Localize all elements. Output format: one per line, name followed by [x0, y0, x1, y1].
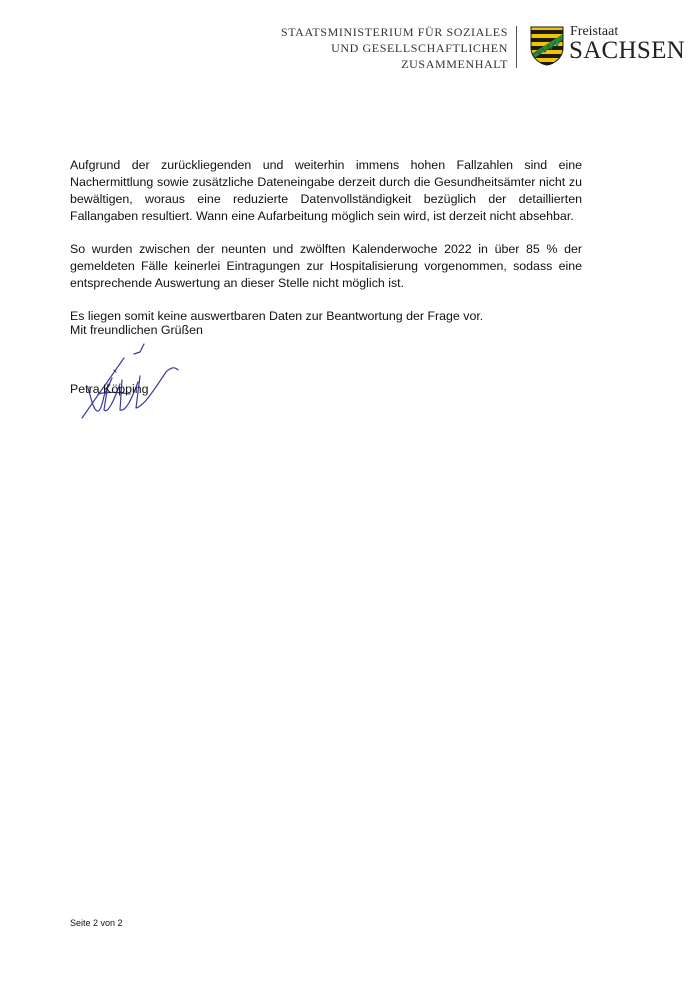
ministry-name — [281, 24, 508, 72]
letterhead — [0, 24, 700, 74]
page-number: Seite 2 von 2 — [70, 918, 123, 928]
closing-salutation: Mit freundlichen Grüßen — [70, 323, 203, 337]
ministry-line: STAATSMINISTERIUM FÜR SOZIALES — [280, 25, 508, 39]
body-paragraph: So wurden zwischen der neunten und zwölften Kalenderwoche 2022 in über 85 % der gemeldeten Fälle keinerlei Eintragungen zur Hospitalisierung vorgenommen, sodass eine entsprechende Auswertung an dieser Stelle nicht möglich ist. — [70, 242, 582, 290]
body-paragraph: Aufgrund der zurückliegenden und weiterhin immens hohen Fallzahlen sind eine Nachermittlung sowie zusätzliche Dateneingabe derzeit durch die Gesundheitsämter nicht zu bewältigen, woraus eine reduzierte Datenvollständigkeit bezüglich der detaillierten Fallangaben resultiert. Wann eine Aufarbeitung möglich sein wird, ist derzeit nicht absehbar. — [70, 158, 582, 223]
ministry-line: UND GESELLSCHAFTLICHEN — [331, 41, 508, 55]
body-paragraph: Es liegen somit keine auswertbaren Daten zur Beantwortung der Frage vor. — [70, 309, 484, 323]
ministry-line: ZUSAMMENHALT — [401, 57, 508, 71]
header-divider — [516, 26, 517, 68]
logo-text-sachsen: SACHSEN — [569, 37, 686, 64]
letter-body — [70, 157, 582, 325]
saxony-coat-of-arms-icon — [530, 26, 564, 66]
signer-name: Petra Köpping — [70, 382, 149, 396]
logo-text-freistaat: Freistaat — [570, 24, 619, 39]
